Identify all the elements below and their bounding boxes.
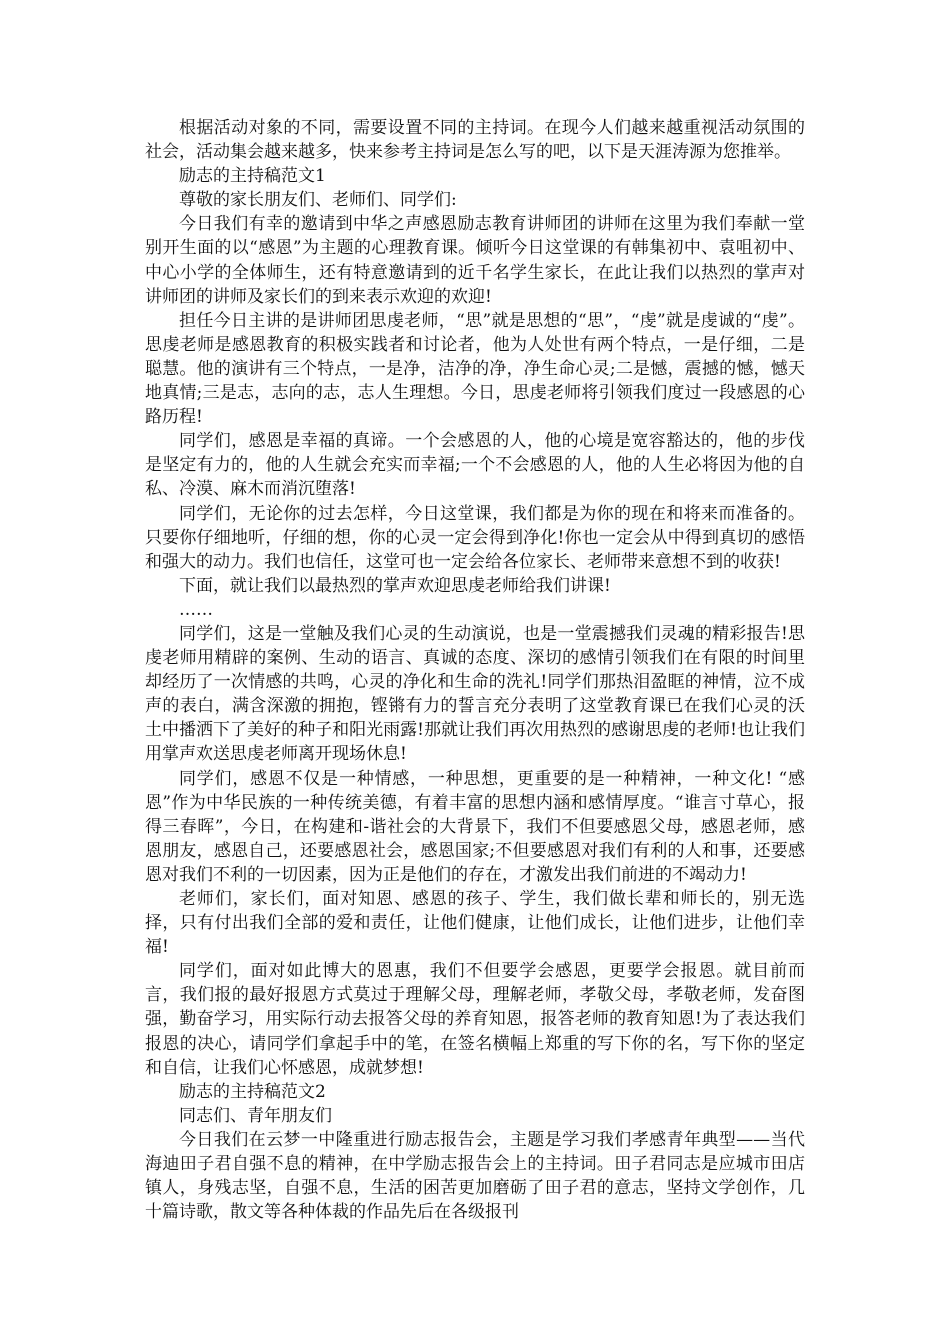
- body-paragraph: 同学们，面对如此博大的恩惠，我们不但要学会感恩，更要学会报恩。就目前而言，我们报的最好报恩方式莫过于理解父母，理解老师，孝敬父母，孝敬老师，发奋图强，勤奋学习，用实际行动去报答父母的养育知恩，报答老师的教育知恩!为了表达我们报恩的决心，请同学们拿起手中的笔，在签名横幅上郑重的写下你的名，写下你的坚定和自信，让我们心怀感恩，成就梦想!: [145, 961, 805, 1078]
- body-paragraph: 同学们，这是一堂触及我们心灵的生动演说，也是一堂震撼我们灵魂的精彩报告!思虔老师用精辟的案例、生动的语言、真诚的态度、深切的感情引领我们在有限的时间里却经历了一次情感的共鸣，心灵的净化和生命的洗礼!同学们那热泪盈眶的神情，泣不成声的表白，满含深激的拥抱，铿锵有力的誓言充分表明了这堂教育课已在我们心灵的沃土中播洒下了美好的种子和阳光雨露!那就让我们再次用热烈的感谢思虔的老师!也让我们用掌声欢送思虔老师离开现场休息!: [145, 623, 805, 765]
- ellipsis-line: ……: [179, 599, 213, 620]
- body-paragraph: 同学们，无论你的过去怎样，今日这堂课，我们都是为你的现在和将来而准备的。只要你仔细地听，仔细的想，你的心灵一定会得到净化!你也一定会从中得到真切的感悟和强大的动力。我们也信任，这堂可也一定会给各位家长、老师带来意想不到的收获!: [145, 503, 805, 572]
- section-heading-1: 励志的主持稿范文1: [179, 166, 326, 187]
- body-paragraph: 同学们，感恩不仅是一种情感，一种思想，更重要的是一种精神，一种文化! “感恩”作为中华民族的一种传统美德，有着丰富的思想内涵和感情厚度。“谁言寸草心，报得三春晖”，今日，在构建和-谐社会的大背景下，我们不但要感恩父母，感恩老师，感恩朋友，感恩自己，还要感恩社会，感恩国家;不但要感恩对我们有利的人和事，还要感恩对我们不利的一切因素，因为正是他们的存在，才激发出我们前进的不竭动力!: [145, 768, 805, 885]
- body-paragraph: 今日我们有幸的邀请到中华之声感恩励志教育讲师团的讲师在这里为我们奉献一堂别开生面的以“感恩”为主题的心理教育课。倾听今日这堂课的有韩集初中、袁咀初中、中心小学的全体师生，还有特意邀请到的近千名学生家长，在此让我们以热烈的掌声对讲师团的讲师及家长们的到来表示欢迎的欢迎!: [145, 214, 805, 307]
- salutation: 同志们、青年朋友们: [179, 1105, 332, 1126]
- body-paragraph: 担任今日主讲的是讲师团思虔老师，“思”就是思想的“思”，“虔”就是虔诚的“虔”。思虔老师是感恩教育的积极实践者和讨论者，他为人处世有两个特点，一是仔细，二是聪慧。他的演讲有三个特点，一是净，洁净的净，净生命心灵;二是憾，震撼的憾，憾天地真情;三是志，志向的志，志人生理想。今日，思虔老师将引领我们度过一段感恩的心路历程!: [145, 310, 805, 428]
- section-heading-2: 励志的主持稿范文2: [179, 1081, 326, 1102]
- salutation: 尊敬的家长朋友们、老师们、同学们:: [179, 190, 457, 211]
- body-paragraph: 今日我们在云梦一中隆重进行励志报告会，主题是学习我们孝感青年典型——当代海迪田子君自强不息的精神，在中学励志报告会上的主持词。田子君同志是应城市田店镇人，身残志坚，自强不息，生活的困苦更加磨砺了田子君的意志，坚持文学创作，几十篇诗歌，散文等各种体裁的作品先后在各级报刊: [145, 1129, 805, 1223]
- body-paragraph: 下面，就让我们以最热烈的掌声欢迎思虔老师给我们讲课!: [179, 575, 611, 596]
- body-paragraph: 老师们，家长们，面对知恩、感恩的孩子、学生，我们做长辈和师长的，别无选择，只有付出我们全部的爱和责任，让他们健康，让他们成长，让他们进步，让他们幸福!: [145, 889, 805, 958]
- body-paragraph: 同学们，感恩是幸福的真谛。一个会感恩的人，他的心境是宽容豁达的，他的步伐是坚定有力的，他的人生就会充实而幸福;一个不会感恩的人，他的人生必将因为他的自私、冷漠、麻木而消沉堕落!: [145, 431, 805, 500]
- intro-paragraph: 根据活动对象的不同，需要设置不同的主持词。在现今人们越来越重视活动氛围的社会，活动集会越来越多，快来参考主持词是怎么写的吧，以下是天涯涛源为您推举。: [145, 118, 805, 163]
- document-body: [145, 116, 805, 1224]
